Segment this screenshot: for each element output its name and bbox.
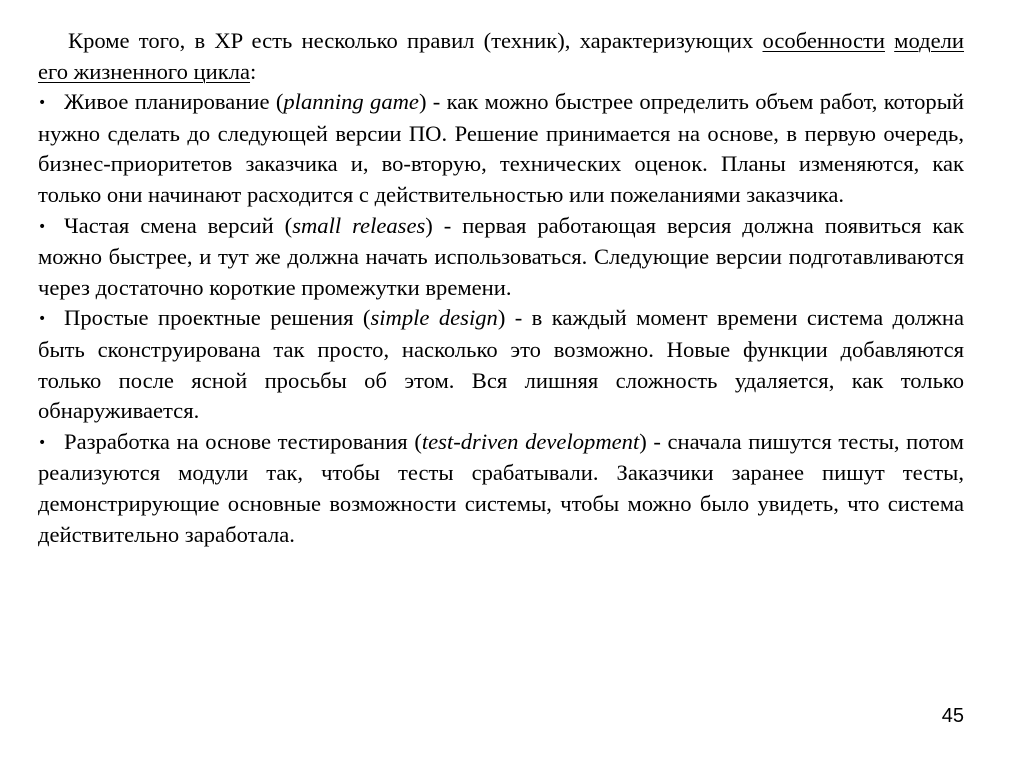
bullet-body: ) - первая работающая версия должна появиться как можно быстрее, и тут же должна начать использоваться. Следующие версии подготавливаются через достаточно короткие промежутки времени. (38, 212, 964, 300)
bullet-item-planning-game (38, 87, 964, 210)
bullet-icon: • (38, 218, 47, 235)
intro-text: Кроме того, в XP есть несколько правил (техник), характеризующих (68, 28, 763, 53)
intro-paragraph (38, 26, 964, 87)
bullet-lead: Частая смена версий ( (64, 212, 293, 238)
bullet-term: planning game (283, 89, 419, 115)
page-number: 45 (941, 705, 964, 727)
bullet-item-small-releases (38, 211, 964, 304)
bullet-term: test-driven development (421, 428, 640, 454)
bullet-item-test-driven-development (38, 427, 964, 550)
bullet-term: small releases (292, 212, 426, 238)
intro-underlined-lifecycle-model: модели его жизненного цикла (38, 28, 965, 84)
bullet-lead: Разработка на основе тестирования ( (64, 428, 422, 454)
bullet-item-simple-design (38, 303, 964, 426)
bullet-lead: Живое планирование ( (64, 89, 284, 115)
slide-content (38, 26, 964, 550)
intro-underlined-features: особенности (762, 28, 885, 53)
bullet-icon: • (38, 434, 47, 451)
bullet-body: ) - в каждый момент времени система должна быть сконструирована так просто, насколько это возможно. Новые функции добавляются только после ясной просьбы об этом. Вся лишняя сложность удаляется, как только обнаруживается. (38, 305, 964, 424)
bullet-body: ) - как можно быстрее определить объем работ, который нужно сделать до следующей версии ПО. Решение принимается на основе, в первую очередь, бизнес-приоритетов заказчика и, во-вторую, технических оценок. Планы изменяются, как только они начинают расходится с действительностью или пожеланиями заказчика. (38, 89, 964, 207)
bullet-lead: Простые проектные решения ( (64, 305, 371, 331)
bullet-term: simple design (370, 305, 498, 331)
text-block (38, 26, 964, 550)
intro-colon: : (250, 58, 257, 84)
bullet-icon: • (38, 95, 47, 112)
bullet-body: ) - сначала пишутся тесты, потом реализуются модули так, чтобы тесты срабатывали. Заказчики заранее пишут тесты, демонстрирующие основные возможности системы, чтобы можно было увидеть, что система действительно заработала. (38, 428, 964, 547)
bullet-icon: • (38, 311, 47, 328)
